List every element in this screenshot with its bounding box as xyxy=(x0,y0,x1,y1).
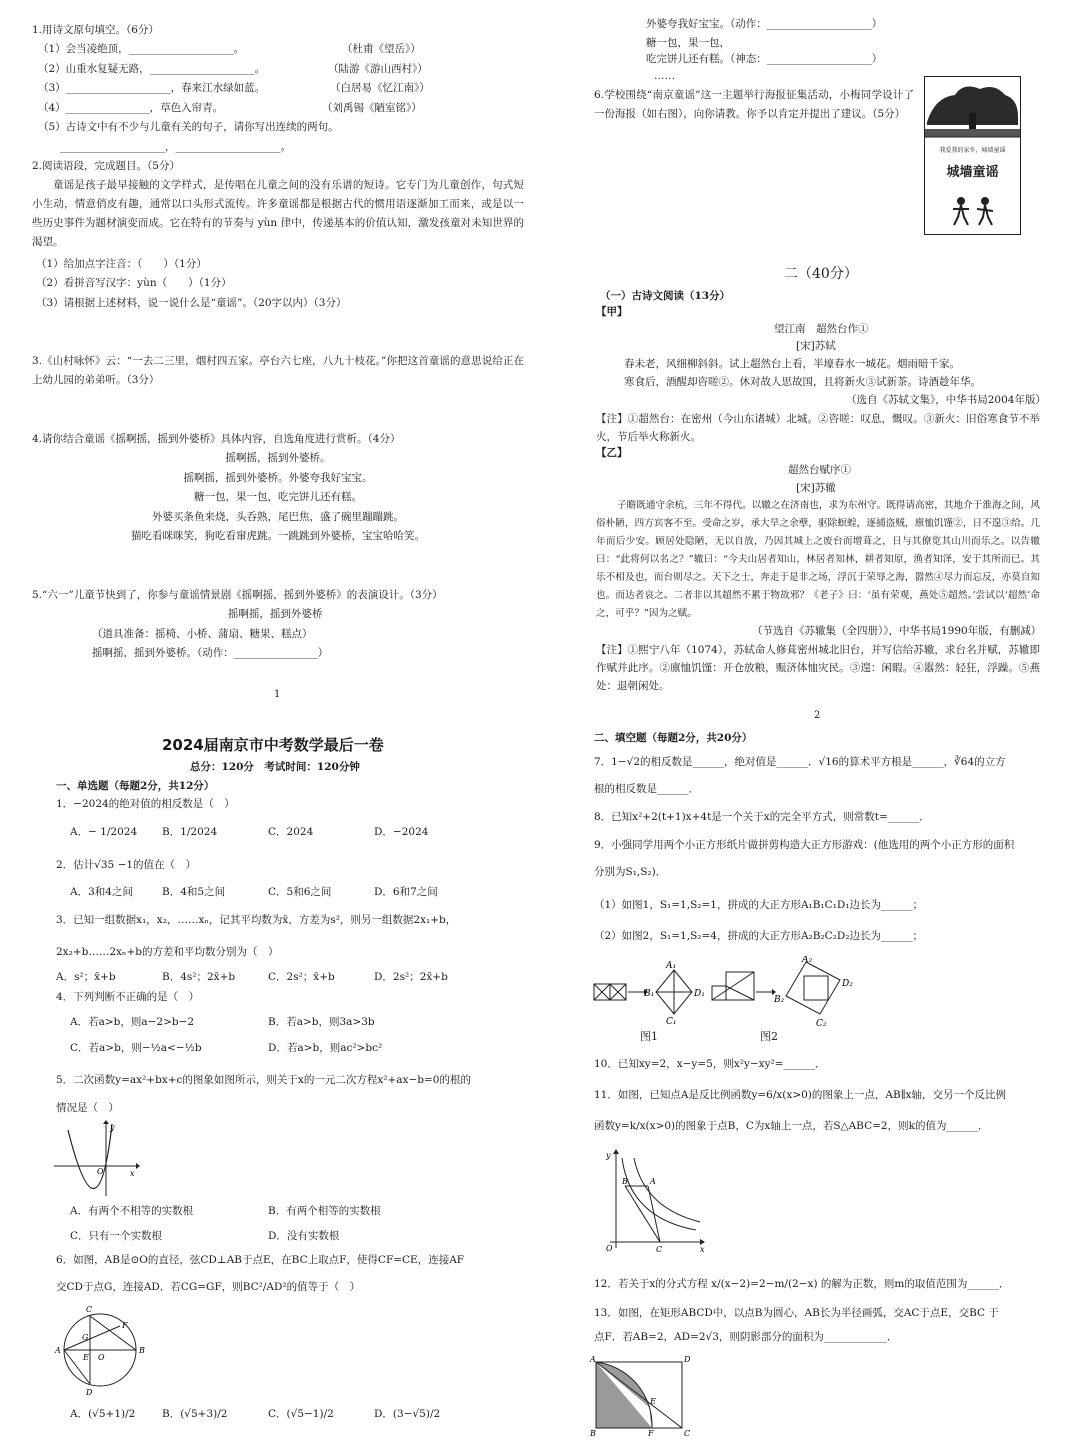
q5-heading: 5.“六一”儿童节快到了，你参与童谣情景剧《摇啊摇，摇到外婆桥》的表演设计。（3分） xyxy=(32,589,443,601)
q1-item-3-source: （白居易《忆江南》） xyxy=(330,82,430,94)
page-number-1: 1 xyxy=(274,689,281,700)
svg-text:y: y xyxy=(110,1123,115,1132)
q4-poem-2: 摇啊摇，摇到外婆桥。外婆夸我好宝宝。 xyxy=(183,472,373,484)
svg-text:A: A xyxy=(650,1177,656,1186)
mc-q3-option-d: D．2s²；2x̄+b xyxy=(374,971,448,983)
poster-children-icon xyxy=(943,195,1003,227)
p2-line-2: 糖一包，果一包， xyxy=(646,37,730,49)
q1-item-4: （4）________________，草色入帘青。 xyxy=(38,102,224,114)
svg-text:x: x xyxy=(700,1245,705,1254)
q1-heading: 1.用诗文原句填空。（6分） xyxy=(32,24,159,36)
q5-title: 摇啊摇，摇到外婆桥 xyxy=(228,608,323,620)
mc-q6-line-1: 6．如图，AB是⊙O的直径，弦CD⊥AB于点E，在BC上取点F，使得CF=CE，连接AF xyxy=(56,1254,465,1266)
fill-q10: 10．已知xy=2，x−y=5，则x²y−xy²=______． xyxy=(594,1058,826,1070)
svg-text:F: F xyxy=(648,1429,654,1438)
q2-heading: 2.阅读语段，完成题目。（5分） xyxy=(32,160,180,172)
mc-q6-option-d: D．(3−√5)/2 xyxy=(374,1408,441,1420)
rectangle-arc-figure xyxy=(588,1354,690,1438)
section-2-heading: 二（40分） xyxy=(784,266,858,282)
q1-item-1: （1）会当凌绝顶，____________________。 xyxy=(38,43,245,55)
q1-item-1-source: （杜甫《望岳》） xyxy=(342,43,421,55)
mc-q5-option-d: D．没有实数根 xyxy=(268,1230,340,1242)
svg-text:y: y xyxy=(606,1151,611,1160)
prose-text: 子瞻既通守余杭，三年不得代。以辙之在济南也，求为东州守。既得请高密，其地介于淮海之间，风俗朴陋，四方宾客不至。受命之岁，承大旱之余孽，驱除螟蝗，逐捕盗贼，廪恤饥馑②，日不遑③给。几年而后少安。顾居处隐陋，无以自放，乃因其城上之废台而增葺之，日与其僚览其山川而乐之。以告辙曰：“此将何以名之？”辙曰：“今夫山居者知山，林居者知林，耕者知原，渔者知泽，安于其所而已。其乐不相及也，而台则尽之。天下之士，奔走于是非之场，浮沉于荣辱之海，嚣然④尽力而忘反，亦莫自知也。而达者哀之。二者非以其超然不累于物故邪？《老子》曰：‘虽有荣观，燕处⑤超然。’尝试以‘超然’命之，可乎？”因为之赋。 xyxy=(596,500,1040,619)
svg-text:O: O xyxy=(97,1167,104,1176)
q4-poem-4: 外婆买条鱼来烧，头呑熟，尾巴焦，盛了碗里蹦蹦跳。 xyxy=(152,511,404,523)
mc-q6-line-2: 交CD于点G，连接AD．若CG=GF，则BC²/AD²的值等于（ ） xyxy=(56,1281,361,1293)
svg-text:E: E xyxy=(650,1397,656,1406)
mc-q3-line-1: 3．已知一组数据x₁，x₂，……xₙ，记其平均数为x̄，方差为s²，则另一组数据2x₁+b， xyxy=(56,914,457,926)
mc-q5-line-2: 情况是（ ） xyxy=(56,1102,119,1114)
svg-text:D₂: D₂ xyxy=(842,979,853,989)
poem-title: 望江南 超然台作① xyxy=(774,323,869,335)
q2-sub-2: （2）看拼音写汉字：yùn（ ）（1分） xyxy=(36,277,232,289)
fill-q7-line-2: 根的相反数是______． xyxy=(594,783,699,795)
svg-text:B₂: B₂ xyxy=(774,995,785,1005)
mc-q3-option-a: A．s²；x̄+b xyxy=(56,971,116,983)
q1-item-2-source: （陆游《游山西村》） xyxy=(328,63,428,75)
mc-q6-option-a: A．(√5+1)/2 xyxy=(70,1408,136,1420)
mc-q3-option-c: C．2s²；x̄+b xyxy=(268,971,335,983)
page-number-2: 2 xyxy=(814,710,821,721)
q2-sub-1: （1）给加点字注音：（ ）（1分） xyxy=(36,258,207,270)
exam-title: 2024届南京市中考数学最后一卷 xyxy=(162,736,384,754)
svg-text:B: B xyxy=(622,1177,628,1186)
svg-text:F: F xyxy=(122,1321,128,1330)
mc-q5-option-b: B．有两个相等的实数根 xyxy=(268,1205,381,1217)
q4-poem-3: 糖一包，果一包，吃完饼儿还有糕。 xyxy=(194,491,362,503)
exam-subtitle: 总分：120分 考试时间：120分钟 xyxy=(190,761,360,773)
svg-text:D: D xyxy=(684,1355,690,1364)
fill-q11-line-2: 函数y=k/x(x>0)的图象于点B，C为x轴上一点，若S△ABC=2，则k的值为______． xyxy=(594,1120,989,1132)
fill-q8: 8．已知x²+2(t+1)x+4t是一个关于x的完全平方式，则常数t=______． xyxy=(594,811,930,823)
fill-q12: 12．若关于x的分式方程 x/(x−2)=2−m/(2−x) 的解为正数，则m的取值范围为______． xyxy=(594,1278,1010,1290)
svg-text:A: A xyxy=(55,1346,61,1355)
mc-q2-option-d: D．6和7之间 xyxy=(374,886,438,898)
q2-passage: 童谣是孩子最早接触的文学样式，是传唱在儿童之间的没有乐谱的短诗。它专门为儿童创作，句式短小生动，情意俏皮有趣，通常以口头形式流传。许多童谣都是根据古代的惯用语逐渐加工而来，或是以一些历史事件为题材演变而成。它在特有的节奏与 yùn 律中，传递基本的价值认知，激发孩童对未知世界的渴望。 xyxy=(32,179,524,248)
mc-q4-option-c: C．若a>b，则−½a<−½b xyxy=(70,1042,202,1054)
q6-text: 6.学校围绕“南京童谣”这一主题举行海报征集活动，小梅同学设计了一份海报（如右图），向你请教。你予以肯定并提出了建议。（5分） xyxy=(594,89,914,120)
mc-q1: 1．−2024的绝对值的相反数是（ ） xyxy=(56,798,235,810)
mc-q6-option-b: B．(√5+3)/2 xyxy=(162,1408,228,1420)
fill-q9-line-1: 9．小强同学用两个小正方形纸片做拼剪构造大正方形游戏：(他选用的两个小正方形的面积 xyxy=(594,839,1015,851)
svg-text:C: C xyxy=(86,1305,93,1314)
q4-heading: 4.请你结合童谣《摇啊摇，摇到外婆桥》具体内容，自选角度进行赏析。（4分） xyxy=(32,433,401,445)
fill-q9-sub-1: （1）如图1，S₁=1,S₂=1，拼成的大正方形A₁B₁C₁D₁边长为______； xyxy=(594,899,924,911)
mc-q4-option-d: D．若a>b，则ac²>bc² xyxy=(268,1042,383,1054)
poem-line-2: 寒食后，酒醒却咨嗟②。休对故人思故国，且将新火③试新茶。诗酒趁年华。 xyxy=(624,376,981,388)
q1-item-2: （2）山重水复疑无路，____________________。 xyxy=(38,63,266,75)
svg-text:B₁: B₁ xyxy=(644,989,655,999)
q2-sub-3: （3）请根据上述材料，说一说什么是“童谣”。（20字以内）（3分） xyxy=(36,297,347,309)
mc-q1-option-c: C．2024 xyxy=(268,826,314,838)
q4-poem-1: 摇啊摇，摇到外婆桥。 xyxy=(225,452,331,464)
svg-text:C₂: C₂ xyxy=(816,1019,827,1029)
svg-text:D: D xyxy=(86,1388,93,1397)
mc-q2: 2．估计√35 −1的值在（ ） xyxy=(56,859,197,871)
circle-figure xyxy=(52,1302,152,1398)
mc-q2-option-c: C．5和6之间 xyxy=(268,886,332,898)
q4-poem-5: 猫吃看咪咪笑，狗吃看窜虎跳。一跳跳到外婆桥，宝宝哈哈笑。 xyxy=(131,530,425,542)
mc-q5-line-1: 5．二次函数y=ax²+bx+c的图象如图所示，则关于x的一元二次方程x²+ax−b=0的根的 xyxy=(56,1074,471,1086)
fill-q13-line-1: 13．如图，在矩形ABCD中，以点B为圆心，AB长为半径画弧，交AC于点E，交BC 于 xyxy=(594,1307,999,1319)
mc-q1-option-b: B．1/2024 xyxy=(162,826,218,838)
svg-text:G: G xyxy=(82,1333,89,1342)
svg-text:A: A xyxy=(590,1355,596,1364)
q5-line: 摇啊摇，摇到外婆桥。（动作：________________） xyxy=(92,647,329,659)
mc-q3-option-b: B．4s²；2x̄+b xyxy=(162,971,236,983)
q1-item-4-source: （刘禹锡《陋室铭》） xyxy=(322,102,422,114)
svg-text:C: C xyxy=(684,1429,690,1438)
prose-title: 超然台赋序① xyxy=(788,464,851,476)
q1-item-3: （3）____________________，春来江水绿如蓝。 xyxy=(38,82,266,94)
square-puzzle-figures xyxy=(592,956,862,1032)
svg-text:C: C xyxy=(656,1245,663,1254)
inverse-function-figure xyxy=(600,1148,710,1254)
sub-section-1: （一）古诗文阅读（13分） xyxy=(600,290,731,302)
poem-author: [宋]苏轼 xyxy=(796,340,836,352)
mc-q6-option-c: C．(√5−1)/2 xyxy=(268,1408,334,1420)
fill-q9-sub-2: （2）如图2，S₁=1,S₂=4，拼成的大正方形A₂B₂C₂D₂边长为______； xyxy=(594,930,924,942)
p2-line-1: 外婆夸我好宝宝。（动作：____________________） xyxy=(646,18,883,30)
mc-q1-option-d: D．−2024 xyxy=(374,826,429,838)
mc-q4: 4．下列判断不正确的是（ ） xyxy=(56,991,200,1003)
svg-text:A₁: A₁ xyxy=(666,961,677,971)
svg-text:C₁: C₁ xyxy=(666,1017,677,1027)
poem-source: （选自《苏轼文集》，中华书局2004年版） xyxy=(846,394,1046,406)
svg-text:O: O xyxy=(98,1353,105,1362)
q5-props: （道具准备：摇椅、小桥、蒲扇、糖果、糕点） xyxy=(92,628,313,640)
prose-note: 【注】①熙宁八年（1074），苏轼命人修葺密州城北旧台，并写信给苏辙，求台名并赋，苏辙即作赋并此序。②廪恤饥馑：开仓放粮，赈济体恤灾民。③遑：闲暇。④嚣然：轻狂，浮躁。⑤燕处：退朝闲处。 xyxy=(596,644,1040,692)
label-jia: 【甲】 xyxy=(596,306,628,318)
fill-q7-line-1: 7．1−√2的相反数是______，绝对值是______．√16的算术平方根是______，∛64的立方 xyxy=(594,756,1006,768)
mc-q1-option-a: A．− 1/2024 xyxy=(70,826,138,838)
svg-text:x: x xyxy=(130,1169,135,1178)
fill-section-heading: 二、填空题（每题2分，共20分） xyxy=(594,732,753,744)
prose-source: （节选自《苏辙集（全四册）》，中华书局1990年版，有删减） xyxy=(752,625,1042,637)
q3-text: 3.《山村咏怀》云：“一去二三里，烟村四五家。亭台六七座，八九十枝花。”你把这首童谣的意思说给正在上幼儿园的弟弟听。（3分） xyxy=(32,355,524,386)
figure-2-label: 图2 xyxy=(760,1030,778,1043)
svg-text:O: O xyxy=(606,1244,613,1253)
poster-subtitle: 我爱我的家乡，城墙童谣 xyxy=(939,147,1006,154)
poster-image xyxy=(924,76,1021,235)
figure-1-label: 图1 xyxy=(640,1030,658,1043)
parabola-figure xyxy=(54,1120,140,1198)
poster-title: 城墙童谣 xyxy=(946,165,999,180)
mc-q4-option-a: A．若a>b，则a−2>b−2 xyxy=(70,1016,195,1028)
fill-q13-line-2: 点F．若AB=2，AD=2√3，则阴影部分的面积为____________． xyxy=(594,1331,898,1343)
poem-note: 【注】①超然台：在密州（今山东诸城）北城。②咨嗟：叹息，慨叹。③新火：旧俗寒食节不举火，节后举火称新火。 xyxy=(596,413,1040,443)
p2-line-4: …… xyxy=(654,70,675,82)
svg-text:D₁: D₁ xyxy=(694,989,705,999)
mc-q5-option-c: C．只有一个实数根 xyxy=(70,1230,163,1242)
prose-author: [宋]苏辙 xyxy=(796,482,836,494)
mc-q5-option-a: A．有两个不相等的实数根 xyxy=(70,1205,194,1217)
mcq-section-heading: 一、单选题（每题2分，共12分） xyxy=(56,780,215,792)
svg-text:E: E xyxy=(83,1353,89,1362)
mc-q2-option-b: B．4和5之间 xyxy=(162,886,226,898)
fill-q9-line-2: 分别为S₁,S₂)． xyxy=(594,866,667,878)
mc-q2-option-a: A．3和4之间 xyxy=(70,886,133,898)
svg-text:B: B xyxy=(139,1346,145,1355)
fill-q11-line-1: 11．如图，已知点A是反比例函数y=6/x(x>0)的图象上一点，AB∥x轴，交另一个反比例 xyxy=(594,1089,1006,1101)
p2-line-3: 吃完饼儿还有糕。（神态：____________________） xyxy=(646,53,883,65)
q1-item-5: （5）古诗文中有不少与儿童有关的句子，请你写出连续的两句。 xyxy=(38,121,339,133)
poem-line-1: 春未老，风细柳斜斜。试上超然台上看，半壕春水一城花。烟雨暗千家。 xyxy=(624,358,960,370)
svg-text:B: B xyxy=(590,1429,596,1438)
mc-q4-option-b: B．若a>b，则3a>3b xyxy=(268,1016,375,1028)
q1-item-5-blank: ____________________，____________________。 xyxy=(60,141,291,153)
svg-text:A₂: A₂ xyxy=(802,956,813,965)
mc-q3-line-2: 2x₂+b……2xₙ+b的方差和平均数分别为（ ） xyxy=(56,946,279,958)
label-yi: 【乙】 xyxy=(596,447,628,459)
